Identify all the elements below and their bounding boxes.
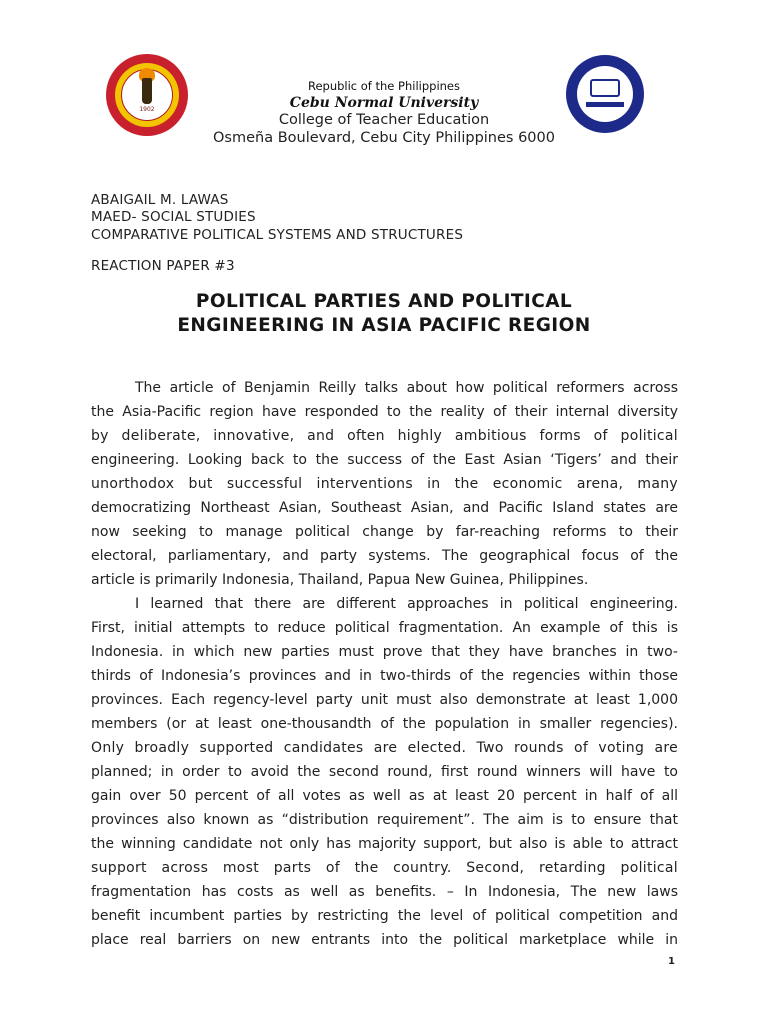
body-text xyxy=(91,376,678,952)
body-line: support across most parts of the country. Second, retarding political xyxy=(91,860,678,876)
body-line: place real barriers on new entrants into the political marketplace while in xyxy=(91,932,678,948)
cebu-normal-university-seal xyxy=(106,54,188,136)
body-line: provinces also known as “distribution requirement”. The aim is to ensure that xyxy=(91,812,678,828)
page-number: 1 xyxy=(668,956,675,967)
body-line: benefit incumbent parties by restricting the level of political competition and xyxy=(91,908,678,924)
body-line: First, initial attempts to reduce political fragmentation. An example of this is xyxy=(91,620,678,636)
body-line: unorthodox but successful interventions in the economic arena, many xyxy=(91,476,678,492)
body-line: members (or at least one-thousandth of the population in smaller regencies). xyxy=(91,716,678,732)
author-name: ABAIGAIL M. LAWAS xyxy=(91,192,229,208)
body-line: the Asia-Pacific region have responded to the reality of their internal diversity xyxy=(91,404,678,420)
body-line: engineering. Looking back to the success of the East Asian ‘Tigers’ and their xyxy=(91,452,678,468)
body-line: I learned that there are different approaches in political engineering. xyxy=(135,596,678,612)
body-line: The article of Benjamin Reilly talks about how political reformers across xyxy=(135,380,678,396)
body-line: Indonesia. in which new parties must prove that they have branches in two- xyxy=(91,644,678,660)
body-line: democratizing Northeast Asian, Southeast Asian, and Pacific Island states are xyxy=(91,500,678,516)
header-college: College of Teacher Education xyxy=(278,112,490,128)
body-line: provinces. Each regency-level party unit must also demonstrate at least 1,000 xyxy=(91,692,678,708)
title-line-2: ENGINEERING IN ASIA PACIFIC REGION xyxy=(177,315,591,336)
body-line: Only broadly supported candidates are elected. Two rounds of voting are xyxy=(91,740,678,756)
body-line: thirds of Indonesia’s provinces and in two-thirds of the regencies within those xyxy=(91,668,678,684)
header-address: Osmeña Boulevard, Cebu City Philippines 6000 xyxy=(213,130,555,146)
seal-year: 1902 xyxy=(139,106,155,113)
body-line: fragmentation has costs as well as benefits. – In Indonesia, The new laws xyxy=(91,884,678,900)
body-line: planned; in order to avoid the second round, first round winners will have to xyxy=(91,764,678,780)
body-line: by deliberate, innovative, and often highly ambitious forms of political xyxy=(91,428,678,444)
body-line: now seeking to manage political change by far-reaching reforms to their xyxy=(91,524,678,540)
body-line: the winning candidate not only has majority support, but also is able to attract xyxy=(91,836,678,852)
paper-title xyxy=(90,290,678,338)
body-line: gain over 50 percent of all votes as well as at least 20 percent in half of all xyxy=(91,788,678,804)
paper-label: REACTION PAPER #3 xyxy=(91,258,235,274)
header-university: Cebu Normal University xyxy=(289,95,479,111)
title-line-1: POLITICAL PARTIES AND POLITICAL xyxy=(195,291,573,312)
author-program: MAED- SOCIAL STUDIES xyxy=(91,209,256,225)
header-republic: Republic of the Philippines xyxy=(307,79,461,93)
author-course: COMPARATIVE POLITICAL SYSTEMS AND STRUCTURES xyxy=(91,227,464,243)
body-line: article is primarily Indonesia, Thailand, Papua New Guinea, Philippines. xyxy=(91,572,589,588)
body-line: electoral, parliamentary, and party systems. The geographical focus of the xyxy=(91,548,678,564)
